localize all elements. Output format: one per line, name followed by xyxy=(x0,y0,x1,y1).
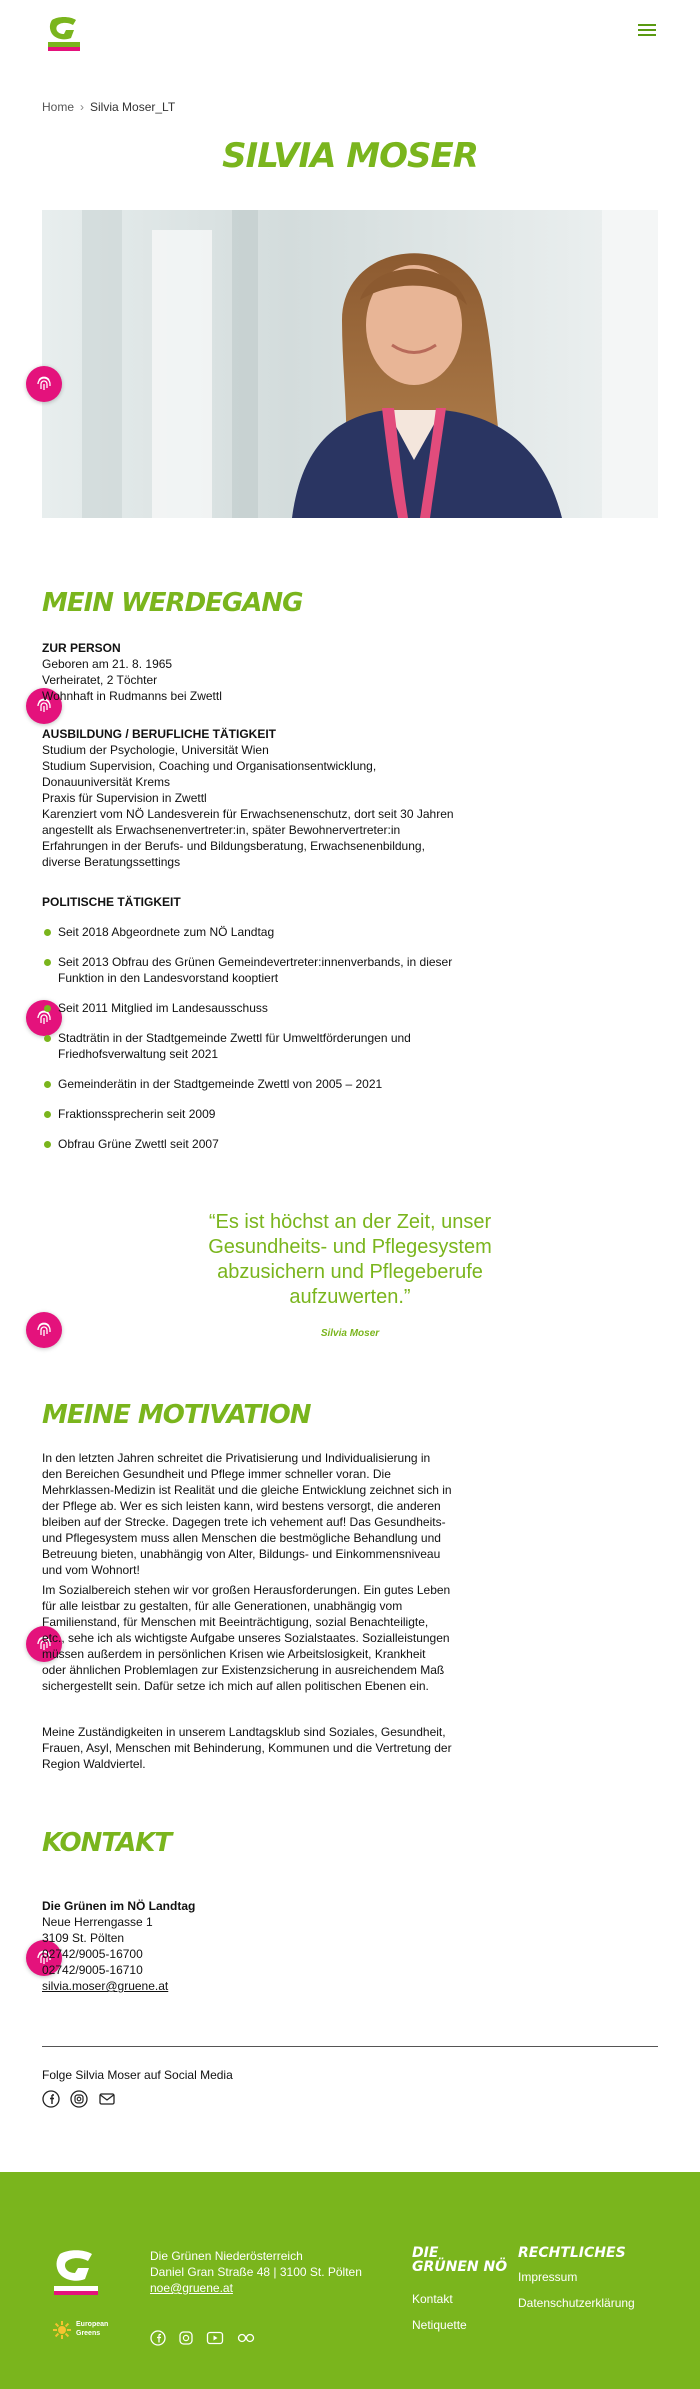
divider xyxy=(42,2046,658,2047)
footer-col1-title-line: GRÜNEN NÖ xyxy=(412,2259,508,2275)
instagram-icon[interactable] xyxy=(178,2330,194,2346)
kontakt-org: Die Grünen im NÖ Landtag xyxy=(42,1899,196,1913)
breadcrumb-home[interactable]: Home xyxy=(42,100,75,114)
ausbildung-line: Studium Supervision, Coaching und Organisationsentwicklung, xyxy=(42,759,377,773)
motivation-paragraph: Meine Zuständigkeiten in unserem Landtagsklub sind Soziales, Gesundheit, Frauen, Asyl, Menschen mit Behinderung, Kommunen und die Vertretung der Region Waldviertel. xyxy=(42,1725,452,1771)
flickr-icon[interactable] xyxy=(236,2330,256,2346)
social-label: Folge Silvia Moser auf Social Media xyxy=(42,2068,233,2082)
ausbildung-line: diverse Beratungssettings xyxy=(42,855,181,869)
site-footer xyxy=(0,2172,700,2389)
politik-list xyxy=(42,924,472,1152)
kontakt-email-link[interactable]: silvia.moser@gruene.at xyxy=(42,1979,169,1993)
fingerprint-icon[interactable] xyxy=(26,366,62,402)
instagram-icon[interactable] xyxy=(70,2090,88,2108)
motivation-paragraph: In den letzten Jahren schreitet die Privatisierung und Individualisierung in den Bereichen Gesundheit und Pflege immer schneller voran. Die Mehrklassen-Medizin ist Realität und die gleiche Entwicklung zeichnet sich in der Pflege ab. Wer es sich leisten kann, wird bestens versorgt, die anderen bleiben auf der Strecke. Dagegen trete ich vehement auf! Das Gesundheits- und Pflegesystem muss allen Menschen die bestmögliche Behandlung und Betreuung bieten, unabhängig von Alter, Bildungs- und Einkommensniveau und vom Wohnort! xyxy=(42,1451,452,1577)
footer-col2-title: RECHTLICHES xyxy=(518,2245,626,2261)
site-header xyxy=(0,0,700,72)
facebook-icon[interactable] xyxy=(150,2330,166,2346)
ausbildung-line: Praxis für Supervision in Zwettl xyxy=(42,791,207,805)
footer-address xyxy=(150,2248,362,2296)
list-item: Seit 2011 Mitglied im Landesausschuss xyxy=(42,1000,472,1016)
list-item: Stadträtin in der Stadtgemeinde Zwettl für Umweltförderungen und Friedhofsverwaltung seit 2021 xyxy=(42,1030,472,1062)
page-title: SILVIA MOSER xyxy=(222,136,478,176)
hamburger-icon[interactable] xyxy=(638,24,656,38)
european-greens-logo[interactable] xyxy=(52,2318,112,2342)
social-icons xyxy=(42,2090,116,2108)
person-line: Geboren am 21. 8. 1965 xyxy=(42,657,173,671)
footer-link-netiquette[interactable]: Netiquette xyxy=(412,2318,467,2332)
kontakt-line: 3109 St. Pölten xyxy=(42,1931,125,1945)
kontakt-fax: 02742/9005-16710 xyxy=(42,1963,143,1977)
list-item: Gemeinderätin in der Stadtgemeinde Zwettl von 2005 – 2021 xyxy=(42,1076,472,1092)
sunflower-icon xyxy=(52,2320,72,2340)
ausbildung-line: Karenziert vom NÖ Landesverein für Erwachsenenschutz, dort seit 30 Jahren xyxy=(42,807,454,821)
person-heading: ZUR PERSON xyxy=(42,641,121,655)
motivation-title: MEINE MOTIVATION xyxy=(42,1400,311,1430)
breadcrumb xyxy=(42,100,175,114)
ausbildung-line: Erfahrungen in der Berufs- und Bildungsberatung, Erwachsenenbildung, xyxy=(42,839,425,853)
person-line: Verheiratet, 2 Töchter xyxy=(42,673,158,687)
portrait-photo xyxy=(42,210,658,518)
facebook-icon[interactable] xyxy=(42,2090,60,2108)
footer-link-kontakt[interactable]: Kontakt xyxy=(412,2292,453,2306)
footer-org-name: Die Grünen Niederösterreich xyxy=(150,2249,303,2263)
motivation-paragraph: Im Sozialbereich stehen wir vor großen Herausforderungen. Ein gutes Leben für alle leistbar zu gestalten, für alle Generationen, unabhängig vom Familienstand, für Menschen mit Beeinträchtigung, sozial Benachteiligte, etc., sehe ich als wichtigste Aufgabe unseres Sozialstaates. Sozialleistungen müssen außerdem in persönlichen Krisen wie Arbeitslosigkeit, Krankheit oder ähnlichen Problemlagen zur Existenzsicherung in ausreichendem Maß sichergestellt sein. Dafür setze ich mich auf allen politischen Ebenen ein. xyxy=(42,1583,451,1693)
breadcrumb-separator: › xyxy=(80,100,85,114)
kontakt-line: Neue Herrengasse 1 xyxy=(42,1915,153,1929)
ausbildung-line: Studium der Psychologie, Universität Wien xyxy=(42,743,269,757)
person-line: Wohnhaft in Rudmanns bei Zwettl xyxy=(42,689,222,703)
footer-col1-title xyxy=(412,2246,507,2274)
list-item: Fraktionssprecherin seit 2009 xyxy=(42,1106,472,1122)
footer-link-impressum[interactable]: Impressum xyxy=(518,2270,578,2284)
quote-text: “Es ist höchst an der Zeit, unser Gesundheits- und Pflegesystem abzusichern und Pflegeberufe aufzuwerten.” xyxy=(208,1211,492,1308)
footer-col1-title-line: DIE xyxy=(412,2245,439,2261)
footer-social-icons xyxy=(150,2330,256,2346)
ausbildung-heading: AUSBILDUNG / BERUFLICHE TÄTIGKEIT xyxy=(42,727,276,741)
eu-label: Greens xyxy=(76,2330,101,2337)
footer-street: Daniel Gran Straße 48 | 3100 St. Pölten xyxy=(150,2265,362,2279)
politik-heading: POLITISCHE TÄTIGKEIT xyxy=(42,895,181,909)
werdegang-title: MEIN WERDEGANG xyxy=(42,588,303,618)
list-item: Seit 2013 Obfrau des Grünen Gemeindevertreter:innenverbands, in dieser Funktion in den Landesvorstand kooptiert xyxy=(42,954,472,986)
gruene-logo[interactable] xyxy=(44,14,84,54)
footer-email-link[interactable]: noe@gruene.at xyxy=(150,2281,233,2295)
youtube-icon[interactable] xyxy=(206,2330,224,2346)
eu-label: European xyxy=(76,2321,109,2328)
breadcrumb-current: Silvia Moser_LT xyxy=(90,100,176,114)
list-item: Seit 2018 Abgeordnete zum NÖ Landtag xyxy=(42,924,472,940)
fingerprint-icon[interactable] xyxy=(26,1312,62,1348)
kontakt-title: KONTAKT xyxy=(42,1828,172,1858)
kontakt-phone: 02742/9005-16700 xyxy=(42,1947,143,1961)
ausbildung-line: Donauuniversität Krems xyxy=(42,775,171,789)
gruene-logo[interactable] xyxy=(48,2248,104,2298)
list-item: Obfrau Grüne Zwettl seit 2007 xyxy=(42,1136,472,1152)
ausbildung-line: angestellt als Erwachsenenvertreter:in, später Bewohnervertreter:in xyxy=(42,823,401,837)
mail-icon[interactable] xyxy=(98,2090,116,2108)
footer-link-datenschutz[interactable]: Datenschutzerklärung xyxy=(518,2296,635,2310)
quote-author: Silvia Moser xyxy=(320,1328,380,1339)
